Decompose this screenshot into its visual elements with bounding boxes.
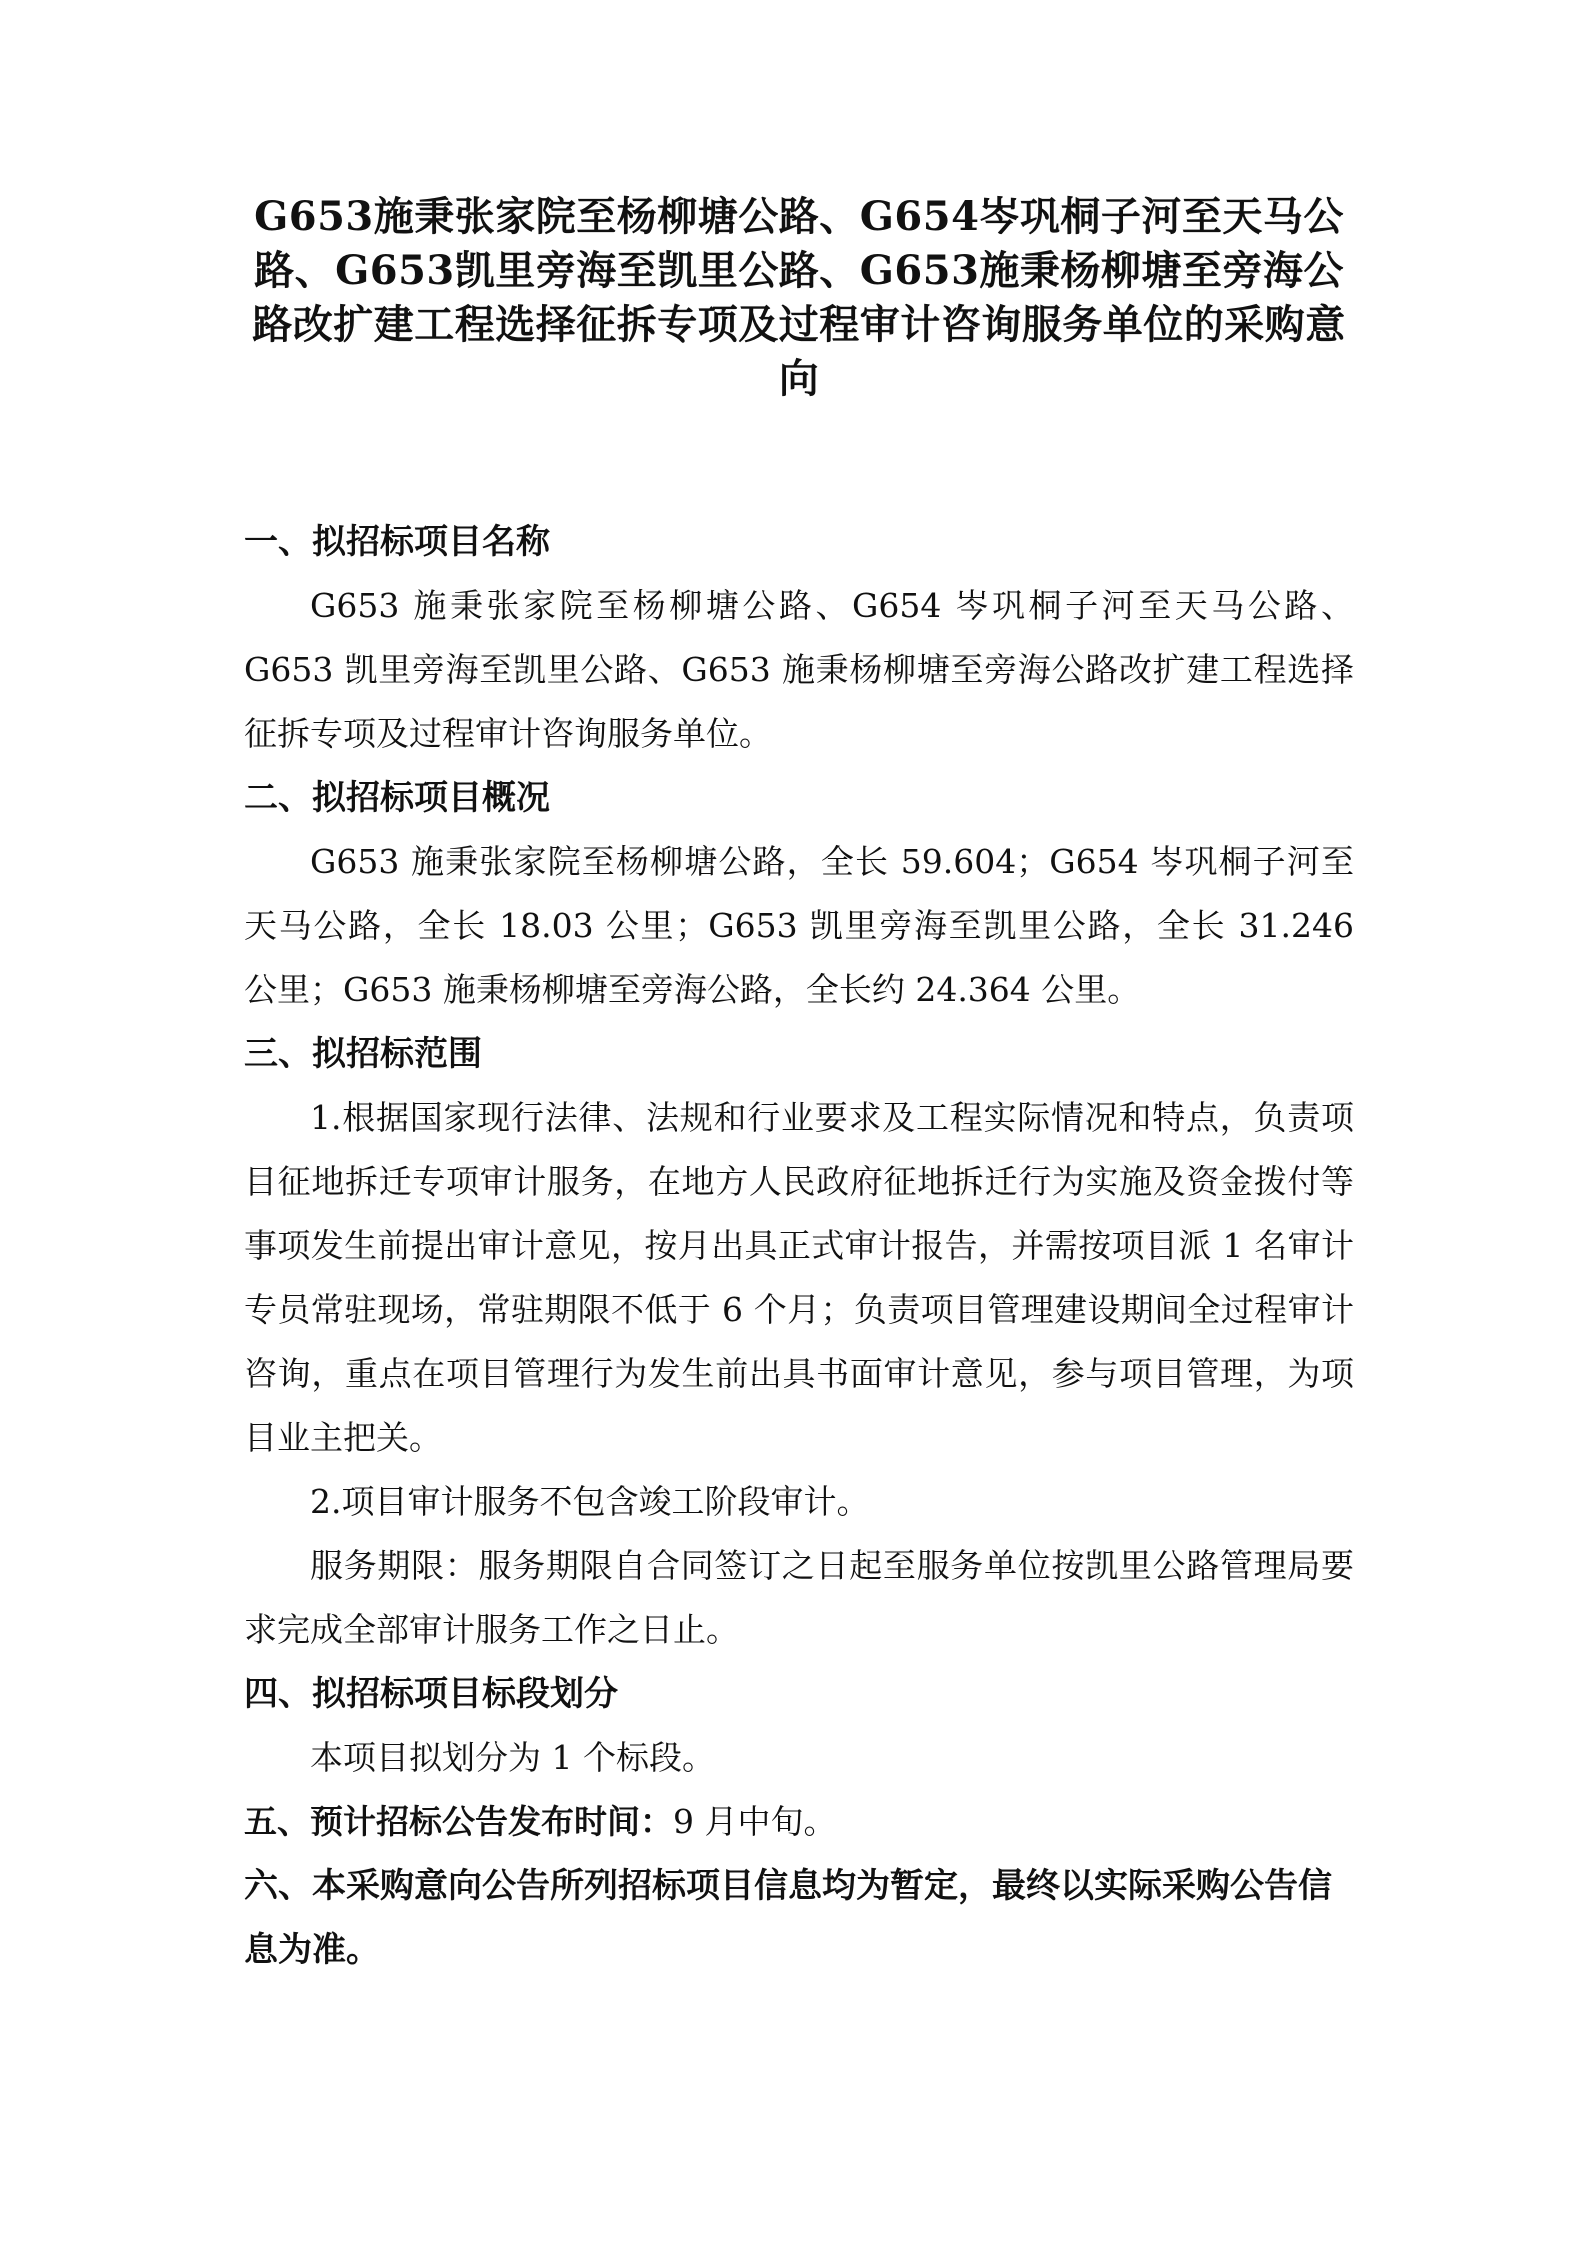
section-1-body: G653 施秉张家院至杨柳塘公路、G654 岑巩桐子河至天马公路、G653 凯里旁海至凯里公路、G653 施秉杨柳塘至旁海公路改扩建工程选择征拆专项及过程审计咨询服务单位。 [244, 586, 1354, 753]
document-body [244, 510, 1354, 1982]
document-page [244, 190, 1354, 1982]
service-term: 服务期限：服务期限自合同签订之日起至服务单位按凯里公路管理局要求完成全部审计服务工作之日止。 [244, 1546, 1354, 1649]
section-5-value: 9 月中旬。 [673, 1802, 837, 1841]
section-3-item-2: 2.项目审计服务不包含竣工阶段审计。 [310, 1482, 870, 1521]
section-5 [244, 1790, 1354, 1854]
section-3-item-1: 1.根据国家现行法律、法规和行业要求及工程实际情况和特点，负责项目征地拆迁专项审计服务，在地方人民政府征地拆迁行为实施及资金拨付等事项发生前提出审计意见，按月出具正式审计报告，并需按项目派 1 名审计专员常驻现场，常驻期限不低于 6 个月；负责项目管理建设期间全过程审计咨询，重点在项目管理行为发生前出具书面审计意见，参与项目管理，为项目业主把关。 [244, 1098, 1354, 1457]
section-1-heading: 一、拟招标项目名称 [244, 522, 550, 562]
section-4-body: 本项目拟划分为 1 个标段。 [310, 1738, 715, 1777]
section-2-heading: 二、拟招标项目概况 [244, 778, 550, 818]
section-5-heading: 五、预计招标公告发布时间： [244, 1802, 673, 1841]
section-3-heading: 三、拟招标范围 [244, 1034, 482, 1074]
section-4-heading: 四、拟招标项目标段划分 [244, 1674, 618, 1714]
document-title: G653施秉张家院至杨柳塘公路、G654岑巩桐子河至天马公路、G653凯里旁海至凯里公路、G653施秉杨柳塘至旁海公路改扩建工程选择征拆专项及过程审计咨询服务单位的采购意向 [252, 193, 1346, 402]
section-6-text: 六、本采购意向公告所列招标项目信息均为暂定，最终以实际采购公告信息为准。 [244, 1866, 1332, 1970]
section-2-body: G653 施秉张家院至杨柳塘公路，全长 59.604；G654 岑巩桐子河至天马公路，全长 18.03 公里；G653 凯里旁海至凯里公路，全长 31.246 公里；G653 施秉杨柳塘至旁海公路，全长约 24.364 公里。 [244, 842, 1354, 1009]
